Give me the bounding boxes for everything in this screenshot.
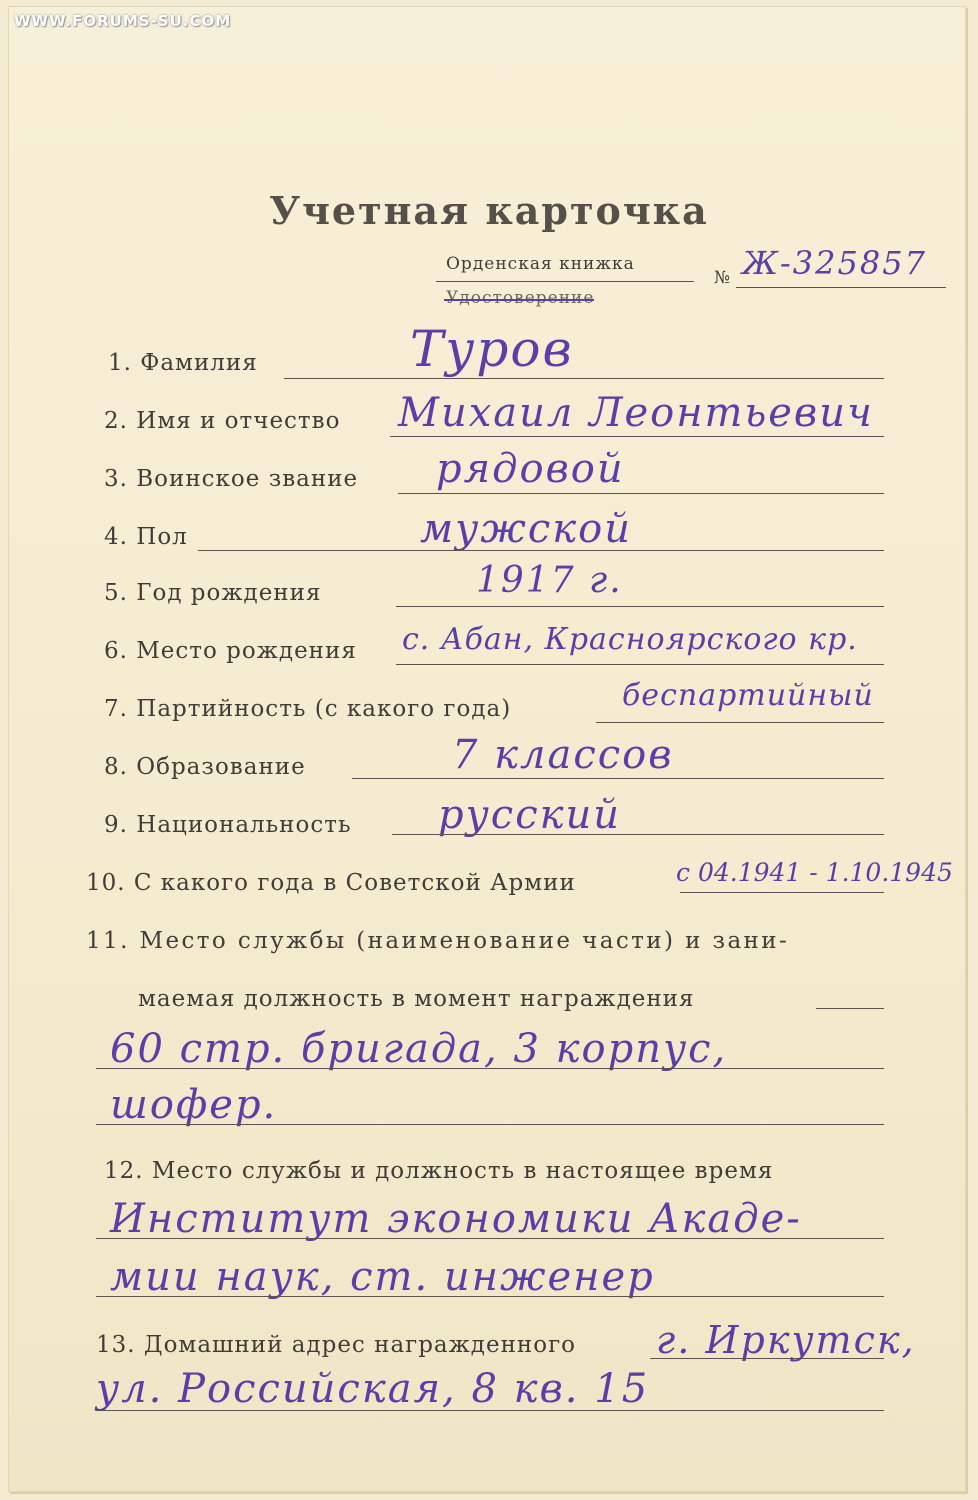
watermark: WWW.FORUMS-SU.COM [14,12,232,30]
field12-label: 12. Место службы и должность в настоящее время [104,1158,774,1184]
field13-line-label [650,1358,884,1359]
field-label-education: 8. Образование [104,754,306,780]
field11-line-value1 [96,1068,884,1069]
field-value-surname: Туров [410,320,574,378]
field-value-nationality: русский [438,792,622,838]
doc-type-underline [436,281,694,282]
field-value-birth-year: 1917 г. [476,560,623,601]
field-line-education [352,778,884,779]
field12-line-value1 [96,1238,884,1239]
field-line-birthplace [396,664,884,665]
doc-type-strikethrough [444,299,594,301]
field-value-party: беспартийный [622,678,874,713]
field-label-surname: 1. Фамилия [108,350,258,376]
field-value-birthplace: с. Абан, Красноярского кр. [402,622,858,657]
field11-value-line1: 60 стр. бригада, 3 корпус, [110,1026,728,1072]
field-line-nationality [392,834,884,835]
field-label-nationality: 9. Национальность [104,812,352,838]
card-number: Ж-325857 [742,244,927,282]
field13-value-line2: ул. Российская, 8 кв. 15 [96,1366,650,1412]
field-line-sex [198,550,884,551]
field-line-party [596,722,884,723]
doc-type-crossed: Удостоверение [446,288,595,308]
field11-label-line2: маемая должность в момент награждения [138,986,695,1012]
field11-line-label [816,1008,884,1009]
field-line-name [390,436,884,437]
field-label-army-since: 10. С какого года в Советской Армии [86,870,576,896]
doc-type-main: Орденская книжка [446,254,635,274]
field13-label: 13. Домашний адрес награжденного [96,1332,576,1358]
field12-value-line2: мии наук, ст. инженер [110,1254,655,1300]
field-line-surname [284,378,884,379]
field-value-sex: мужской [420,506,632,552]
field-label-name: 2. Имя и отчество [104,408,341,434]
field12-value-line1: Институт экономики Акаде- [110,1196,802,1242]
field-label-birthplace: 6. Место рождения [104,638,357,664]
field-label-rank: 3. Воинское звание [104,466,359,492]
field13-value-line1: г. Иркутск, [656,1318,916,1362]
field-label-sex: 4. Пол [104,524,188,550]
field-value-army-since: с 04.1941 - 1.10.1945 [676,858,953,887]
field-line-army-since [680,892,884,893]
field-label-birth-year: 5. Год рождения [104,580,322,606]
card-title: Учетная карточка [269,188,709,233]
field13-line-value2 [96,1410,884,1411]
field-value-name: Михаил Леонтьевич [398,390,874,436]
field-value-rank: рядовой [436,446,625,492]
number-prefix: № [714,268,732,288]
number-underline [736,287,946,288]
field12-line-value2 [96,1296,884,1297]
field11-line-value2 [96,1124,884,1125]
field-line-rank [398,493,884,494]
field-value-education: 7 классов [452,732,674,778]
field11-label-line1: 11. Место службы (наименование части) и зани- [86,928,790,954]
field-line-birth-year [396,606,884,607]
field-label-party: 7. Партийность (с какого года) [104,696,512,722]
field11-value-line2: шофер. [110,1082,278,1128]
